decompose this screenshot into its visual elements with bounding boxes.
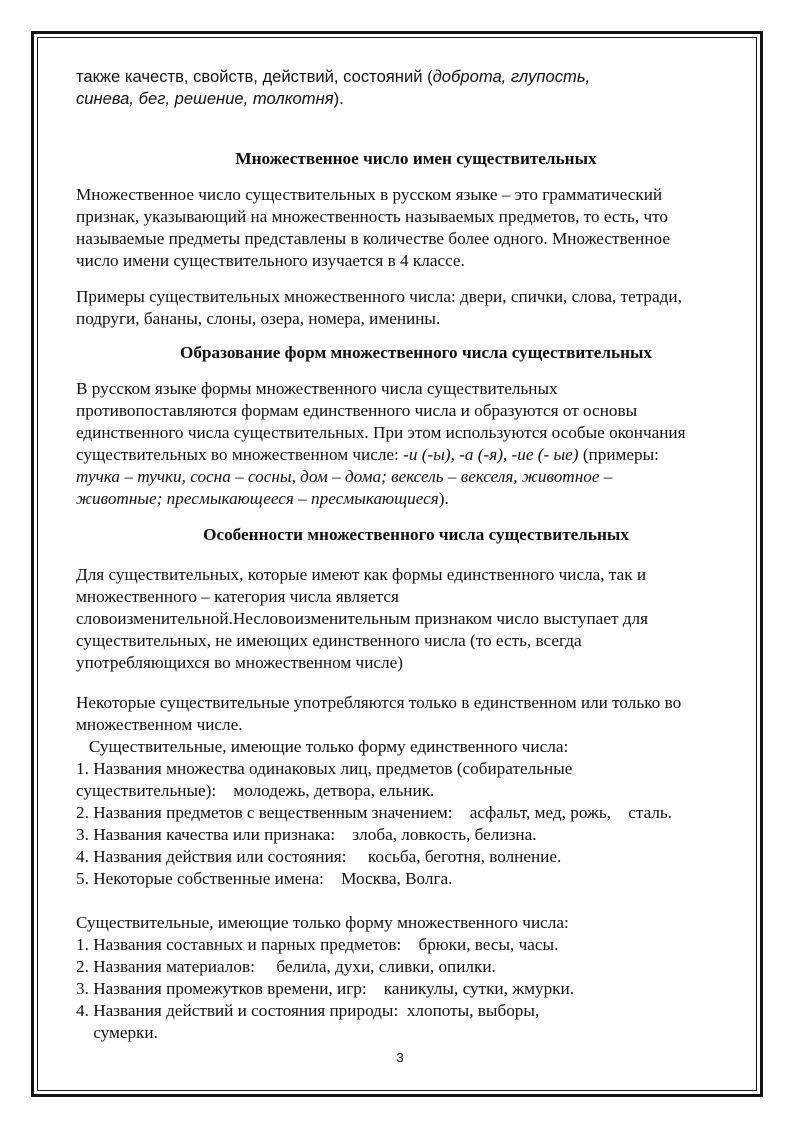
section-heading-plural: Множественное число имен существительных [235, 149, 597, 168]
list-item: 3. Названия качества или признака: злоба, ловкость, белизна. [76, 825, 537, 844]
plural-list: Существительные, имеющие только форму множественного числа: 1. Названия составных и парных предметов: брюки, весы, часы. 2. Названия материалов: белила, духи, сливки, опилки. 3. Названия промежутков времени, игр: каникулы, сутки, жмурки. 4. Названия действий и состояния природы: хлопоты, выборы, сумерки. [76, 912, 756, 1044]
page-number: 3 [396, 1050, 404, 1065]
list-item: 2. Названия предметов с вещественным значением: асфальт, мед, рожь, сталь. [76, 803, 673, 822]
section1-paragraph1: Множественное число существительных в русском языке – это грамматический признак, указывающий на множественность называемых предметов, то есть, что называемые предметы представлены в количестве более одного. Множественное число имени существительного изучается в 4 классе. [76, 185, 670, 270]
section2-paragraph: В русском языке формы множественного числа существительных противопоставляются формам единственного числа и образуются от основы единственного числа существительных. При этом используются особые окончания существительных во множественном числе: -и (-ы), -а (-я), -ие (- ые) (примеры: тучка – тучки, сосна – сосны, дом – дома; вексель – векселя, животное – животные; пресмыкающееся – пресмыкающиеся). [76, 379, 686, 508]
list-item: 4. Названия действий и состояния природы: хлопоты, выборы, [76, 1001, 540, 1020]
section3-paragraph2: Некоторые существительные употребляются только в единственном или только во множественном числе. [76, 693, 682, 734]
section-heading-formation: Образование форм множественного числа существительных [179, 343, 653, 362]
section3-paragraph1: Для существительных, которые имеют как формы единственного числа, так и множественного – категория числа является словоизменительной.Несловоизменительным признаком число выступает для существительных, не имеющих единственного числа (то есть, всегда употребляющихся во множественном числе) [76, 565, 648, 672]
list-item: 3. Названия промежутков времени, игр: каникулы, сутки, жмурки. [76, 979, 575, 998]
list-item: существительные): молодежь, детвора, ельник. [76, 781, 435, 800]
list-item: 1. Названия составных и парных предметов: брюки, весы, часы. [76, 935, 559, 954]
list-item: 5. Некоторые собственные имена: Москва, Волга. [76, 869, 453, 888]
intro-paragraph: также качеств, свойств, действий, состояний (доброта, глупость, синева, бег, решение, толкотня). [76, 67, 591, 108]
document-body [76, 66, 756, 1044]
section1-paragraph2: Примеры существительных множественного числа: двери, спички, слова, тетради, подруги, бананы, слоны, озера, номера, именины. [76, 287, 682, 328]
list-item: сумерки. [76, 1023, 158, 1042]
list-item: 4. Названия действия или состояния: косьба, беготня, волнение. [76, 847, 562, 866]
list-item: 1. Названия множества одинаковых лиц, предметов (собирательные [76, 759, 573, 778]
list-item: 2. Названия материалов: белила, духи, сливки, опилки. [76, 957, 496, 976]
singular-list: Существительные, имеющие только форму единственного числа: 1. Названия множества одинаковых лиц, предметов (собирательные существительные): молодежь, детвора, ельник. 2. Названия предметов с вещественным значением: асфальт, мед, рожь, сталь. 3. Названия качества или признака: злоба, ловкость, белизна. 4. Названия действия или состояния: косьба, беготня, волнение. 5. Некоторые собственные имена: Москва, Волга. [76, 736, 756, 890]
section-heading-features: Особенности множественного числа существительных [203, 525, 629, 544]
